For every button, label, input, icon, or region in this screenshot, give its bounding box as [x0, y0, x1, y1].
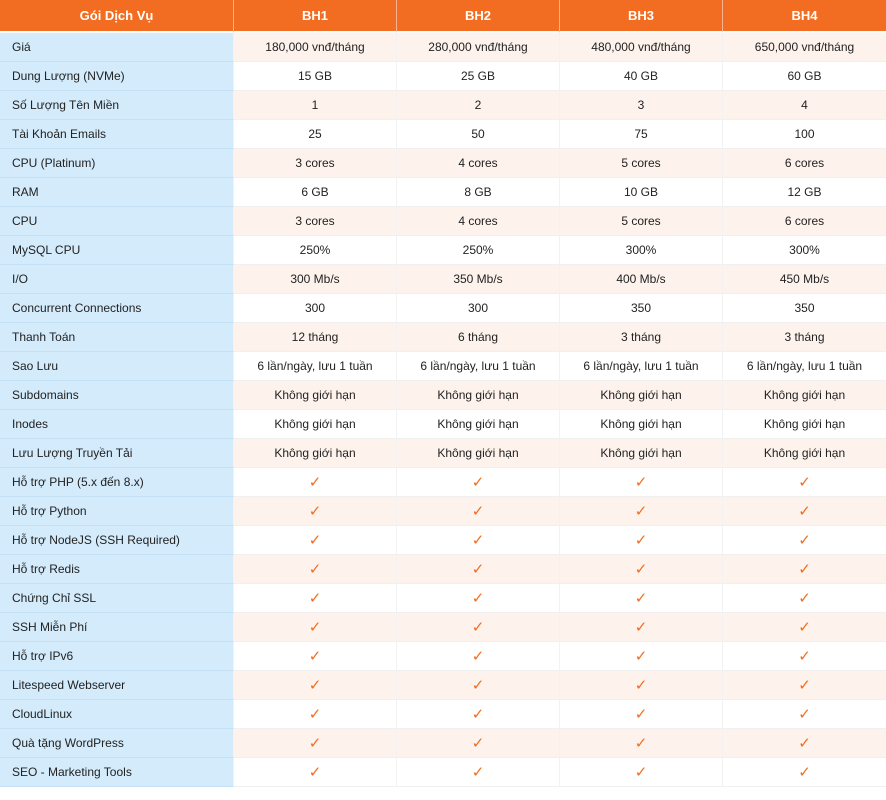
feature-label-cloudlinux: CloudLinux: [0, 700, 234, 729]
feature-label-ho-tro-nodejs-ssh-required: Hỗ trợ NodeJS (SSH Required): [0, 526, 234, 555]
value-cell-bh2: [397, 468, 560, 497]
feature-label-chung-chi-ssl: Chứng Chỉ SSL: [0, 584, 234, 613]
header-service-package: Gói Dịch Vụ: [0, 0, 234, 33]
table-row: [0, 613, 886, 642]
checkmark-icon: ✓: [471, 502, 485, 520]
checkmark-icon: ✓: [308, 473, 322, 491]
value-cell-bh1: 3 cores: [234, 149, 397, 178]
checkmark-icon: ✓: [798, 734, 811, 752]
table-row: [0, 33, 886, 62]
checkmark-icon: ✓: [308, 560, 322, 578]
feature-label-cpu: CPU: [0, 207, 234, 236]
header-plan-bh1: BH1: [234, 0, 397, 33]
value-cell-bh3: 3 tháng: [560, 323, 723, 352]
header-plan-bh2: BH2: [397, 0, 560, 33]
value-cell-bh4: [723, 555, 886, 584]
value-cell-bh2: [397, 729, 560, 758]
value-cell-bh2: 6 lần/ngày, lưu 1 tuần: [397, 352, 560, 381]
value-cell-bh1: [234, 584, 397, 613]
header-row: [0, 0, 886, 33]
table-row: [0, 584, 886, 613]
value-cell-bh1: [234, 613, 397, 642]
checkmark-icon: ✓: [471, 618, 485, 636]
feature-label-sao-luu: Sao Lưu: [0, 352, 234, 381]
value-cell-bh4: [723, 671, 886, 700]
table-row: [0, 352, 886, 381]
value-cell-bh3: [560, 758, 723, 787]
table-row: [0, 671, 886, 700]
checkmark-icon: ✓: [471, 531, 485, 549]
feature-label-dung-luong-nvme: Dung Lượng (NVMe): [0, 62, 234, 91]
value-cell-bh4: [723, 613, 886, 642]
value-cell-bh3: Không giới hạn: [560, 410, 723, 439]
table-row: [0, 381, 886, 410]
value-cell-bh2: Không giới hạn: [397, 410, 560, 439]
value-cell-bh2: 6 tháng: [397, 323, 560, 352]
table-row: [0, 294, 886, 323]
value-cell-bh3: [560, 526, 723, 555]
value-cell-bh4: Không giới hạn: [723, 410, 886, 439]
table-body: [0, 33, 886, 787]
value-cell-bh2: 300: [397, 294, 560, 323]
value-cell-bh3: 400 Mb/s: [560, 265, 723, 294]
checkmark-icon: ✓: [471, 560, 485, 578]
checkmark-icon: ✓: [634, 647, 648, 665]
value-cell-bh4: 650,000 vnđ/tháng: [723, 33, 886, 62]
checkmark-icon: ✓: [798, 589, 811, 607]
value-cell-bh3: 5 cores: [560, 149, 723, 178]
value-cell-bh1: 180,000 vnđ/tháng: [234, 33, 397, 62]
table-row: [0, 555, 886, 584]
value-cell-bh3: 3: [560, 91, 723, 120]
value-cell-bh2: [397, 671, 560, 700]
value-cell-bh4: 450 Mb/s: [723, 265, 886, 294]
value-cell-bh2: 2: [397, 91, 560, 120]
value-cell-bh4: 60 GB: [723, 62, 886, 91]
table-row: [0, 526, 886, 555]
feature-label-litespeed-webserver: Litespeed Webserver: [0, 671, 234, 700]
feature-label-concurrent-connections: Concurrent Connections: [0, 294, 234, 323]
header-plan-bh4: BH4: [723, 0, 886, 33]
value-cell-bh1: [234, 468, 397, 497]
checkmark-icon: ✓: [308, 676, 322, 694]
value-cell-bh2: 4 cores: [397, 149, 560, 178]
value-cell-bh4: 3 tháng: [723, 323, 886, 352]
value-cell-bh2: [397, 700, 560, 729]
feature-label-seo-marketing-tools: SEO - Marketing Tools: [0, 758, 234, 787]
checkmark-icon: ✓: [634, 560, 648, 578]
value-cell-bh2: [397, 497, 560, 526]
feature-label-subdomains: Subdomains: [0, 381, 234, 410]
value-cell-bh3: Không giới hạn: [560, 381, 723, 410]
value-cell-bh2: 4 cores: [397, 207, 560, 236]
header-plan-bh3: BH3: [560, 0, 723, 33]
checkmark-icon: ✓: [471, 734, 485, 752]
table-row: [0, 91, 886, 120]
value-cell-bh1: 1: [234, 91, 397, 120]
checkmark-icon: ✓: [634, 734, 648, 752]
checkmark-icon: ✓: [308, 589, 322, 607]
checkmark-icon: ✓: [471, 676, 485, 694]
table-row: [0, 468, 886, 497]
checkmark-icon: ✓: [634, 531, 648, 549]
feature-label-so-luong-ten-mien: Số Lượng Tên Miền: [0, 91, 234, 120]
value-cell-bh3: [560, 497, 723, 526]
feature-label-ho-tro-php-5-x-den-8-x: Hỗ trợ PHP (5.x đến 8.x): [0, 468, 234, 497]
value-cell-bh1: [234, 729, 397, 758]
value-cell-bh1: 6 GB: [234, 178, 397, 207]
value-cell-bh3: 10 GB: [560, 178, 723, 207]
value-cell-bh1: [234, 555, 397, 584]
feature-label-ho-tro-python: Hỗ trợ Python: [0, 497, 234, 526]
value-cell-bh4: [723, 758, 886, 787]
checkmark-icon: ✓: [634, 676, 648, 694]
feature-label-gia: Giá: [0, 33, 234, 62]
table-row: [0, 149, 886, 178]
value-cell-bh1: 6 lần/ngày, lưu 1 tuần: [234, 352, 397, 381]
checkmark-icon: ✓: [798, 473, 811, 491]
value-cell-bh4: [723, 729, 886, 758]
table-row: [0, 758, 886, 787]
checkmark-icon: ✓: [308, 647, 322, 665]
checkmark-icon: ✓: [798, 560, 811, 578]
value-cell-bh1: 15 GB: [234, 62, 397, 91]
value-cell-bh4: 100: [723, 120, 886, 149]
checkmark-icon: ✓: [634, 589, 648, 607]
value-cell-bh3: [560, 584, 723, 613]
table-row: [0, 265, 886, 294]
checkmark-icon: ✓: [634, 473, 648, 491]
value-cell-bh1: [234, 497, 397, 526]
value-cell-bh2: [397, 758, 560, 787]
feature-label-thanh-toan: Thanh Toán: [0, 323, 234, 352]
value-cell-bh1: 250%: [234, 236, 397, 265]
value-cell-bh4: Không giới hạn: [723, 381, 886, 410]
value-cell-bh2: 25 GB: [397, 62, 560, 91]
value-cell-bh1: [234, 700, 397, 729]
table-header: [0, 0, 886, 33]
checkmark-icon: ✓: [471, 589, 485, 607]
value-cell-bh3: 480,000 vnđ/tháng: [560, 33, 723, 62]
table-row: [0, 410, 886, 439]
table-row: [0, 323, 886, 352]
table-row: [0, 178, 886, 207]
table-row: [0, 497, 886, 526]
value-cell-bh3: Không giới hạn: [560, 439, 723, 468]
value-cell-bh4: 350: [723, 294, 886, 323]
feature-label-inodes: Inodes: [0, 410, 234, 439]
value-cell-bh1: 12 tháng: [234, 323, 397, 352]
value-cell-bh4: Không giới hạn: [723, 439, 886, 468]
table-row: [0, 236, 886, 265]
table-row: [0, 207, 886, 236]
value-cell-bh1: 300 Mb/s: [234, 265, 397, 294]
value-cell-bh1: [234, 758, 397, 787]
checkmark-icon: ✓: [634, 705, 648, 723]
value-cell-bh4: 12 GB: [723, 178, 886, 207]
checkmark-icon: ✓: [798, 618, 811, 636]
checkmark-icon: ✓: [308, 531, 322, 549]
checkmark-icon: ✓: [471, 473, 485, 491]
value-cell-bh2: 8 GB: [397, 178, 560, 207]
feature-label-luu-luong-truyen-tai: Lưu Lượng Truyền Tải: [0, 439, 234, 468]
checkmark-icon: ✓: [308, 705, 322, 723]
feature-label-tai-khoan-emails: Tài Khoản Emails: [0, 120, 234, 149]
value-cell-bh2: [397, 526, 560, 555]
checkmark-icon: ✓: [798, 502, 811, 520]
value-cell-bh2: [397, 555, 560, 584]
table-row: [0, 642, 886, 671]
table-row: [0, 729, 886, 758]
table-row: [0, 439, 886, 468]
value-cell-bh4: [723, 584, 886, 613]
value-cell-bh1: 3 cores: [234, 207, 397, 236]
feature-label-i-o: I/O: [0, 265, 234, 294]
checkmark-icon: ✓: [471, 647, 485, 665]
value-cell-bh2: [397, 642, 560, 671]
value-cell-bh4: 6 cores: [723, 149, 886, 178]
value-cell-bh1: [234, 526, 397, 555]
value-cell-bh3: 6 lần/ngày, lưu 1 tuần: [560, 352, 723, 381]
value-cell-bh1: Không giới hạn: [234, 410, 397, 439]
value-cell-bh2: Không giới hạn: [397, 381, 560, 410]
checkmark-icon: ✓: [798, 531, 811, 549]
checkmark-icon: ✓: [634, 763, 648, 781]
feature-label-ho-tro-redis: Hỗ trợ Redis: [0, 555, 234, 584]
value-cell-bh3: [560, 671, 723, 700]
value-cell-bh4: 6 lần/ngày, lưu 1 tuần: [723, 352, 886, 381]
feature-label-ssh-mien-phi: SSH Miễn Phí: [0, 613, 234, 642]
value-cell-bh3: 5 cores: [560, 207, 723, 236]
value-cell-bh4: [723, 700, 886, 729]
checkmark-icon: ✓: [798, 705, 811, 723]
value-cell-bh1: Không giới hạn: [234, 381, 397, 410]
checkmark-icon: ✓: [308, 502, 322, 520]
checkmark-icon: ✓: [308, 763, 322, 781]
value-cell-bh3: [560, 729, 723, 758]
value-cell-bh3: 40 GB: [560, 62, 723, 91]
value-cell-bh2: [397, 613, 560, 642]
value-cell-bh1: 25: [234, 120, 397, 149]
value-cell-bh3: 350: [560, 294, 723, 323]
checkmark-icon: ✓: [471, 705, 485, 723]
value-cell-bh4: 6 cores: [723, 207, 886, 236]
value-cell-bh1: Không giới hạn: [234, 439, 397, 468]
value-cell-bh4: 4: [723, 91, 886, 120]
value-cell-bh2: 280,000 vnđ/tháng: [397, 33, 560, 62]
checkmark-icon: ✓: [798, 763, 811, 781]
checkmark-icon: ✓: [798, 676, 811, 694]
checkmark-icon: ✓: [634, 502, 648, 520]
value-cell-bh3: [560, 700, 723, 729]
table-row: [0, 62, 886, 91]
checkmark-icon: ✓: [471, 763, 485, 781]
value-cell-bh3: [560, 613, 723, 642]
value-cell-bh3: [560, 555, 723, 584]
feature-label-ho-tro-ipv6: Hỗ trợ IPv6: [0, 642, 234, 671]
checkmark-icon: ✓: [634, 618, 648, 636]
feature-label-qua-tang-wordpress: Quà tặng WordPress: [0, 729, 234, 758]
feature-label-cpu-platinum: CPU (Platinum): [0, 149, 234, 178]
value-cell-bh2: [397, 584, 560, 613]
table-row: [0, 700, 886, 729]
feature-label-ram: RAM: [0, 178, 234, 207]
value-cell-bh3: 75: [560, 120, 723, 149]
value-cell-bh4: [723, 468, 886, 497]
value-cell-bh2: 50: [397, 120, 560, 149]
value-cell-bh1: 300: [234, 294, 397, 323]
value-cell-bh3: [560, 642, 723, 671]
checkmark-icon: ✓: [798, 647, 811, 665]
value-cell-bh3: 300%: [560, 236, 723, 265]
table-row: [0, 120, 886, 149]
value-cell-bh4: [723, 642, 886, 671]
value-cell-bh2: 250%: [397, 236, 560, 265]
value-cell-bh1: [234, 642, 397, 671]
checkmark-icon: ✓: [308, 618, 322, 636]
value-cell-bh4: [723, 497, 886, 526]
checkmark-icon: ✓: [308, 734, 322, 752]
value-cell-bh2: 350 Mb/s: [397, 265, 560, 294]
feature-label-mysql-cpu: MySQL CPU: [0, 236, 234, 265]
value-cell-bh3: [560, 468, 723, 497]
value-cell-bh1: [234, 671, 397, 700]
value-cell-bh4: 300%: [723, 236, 886, 265]
value-cell-bh2: Không giới hạn: [397, 439, 560, 468]
value-cell-bh4: [723, 526, 886, 555]
